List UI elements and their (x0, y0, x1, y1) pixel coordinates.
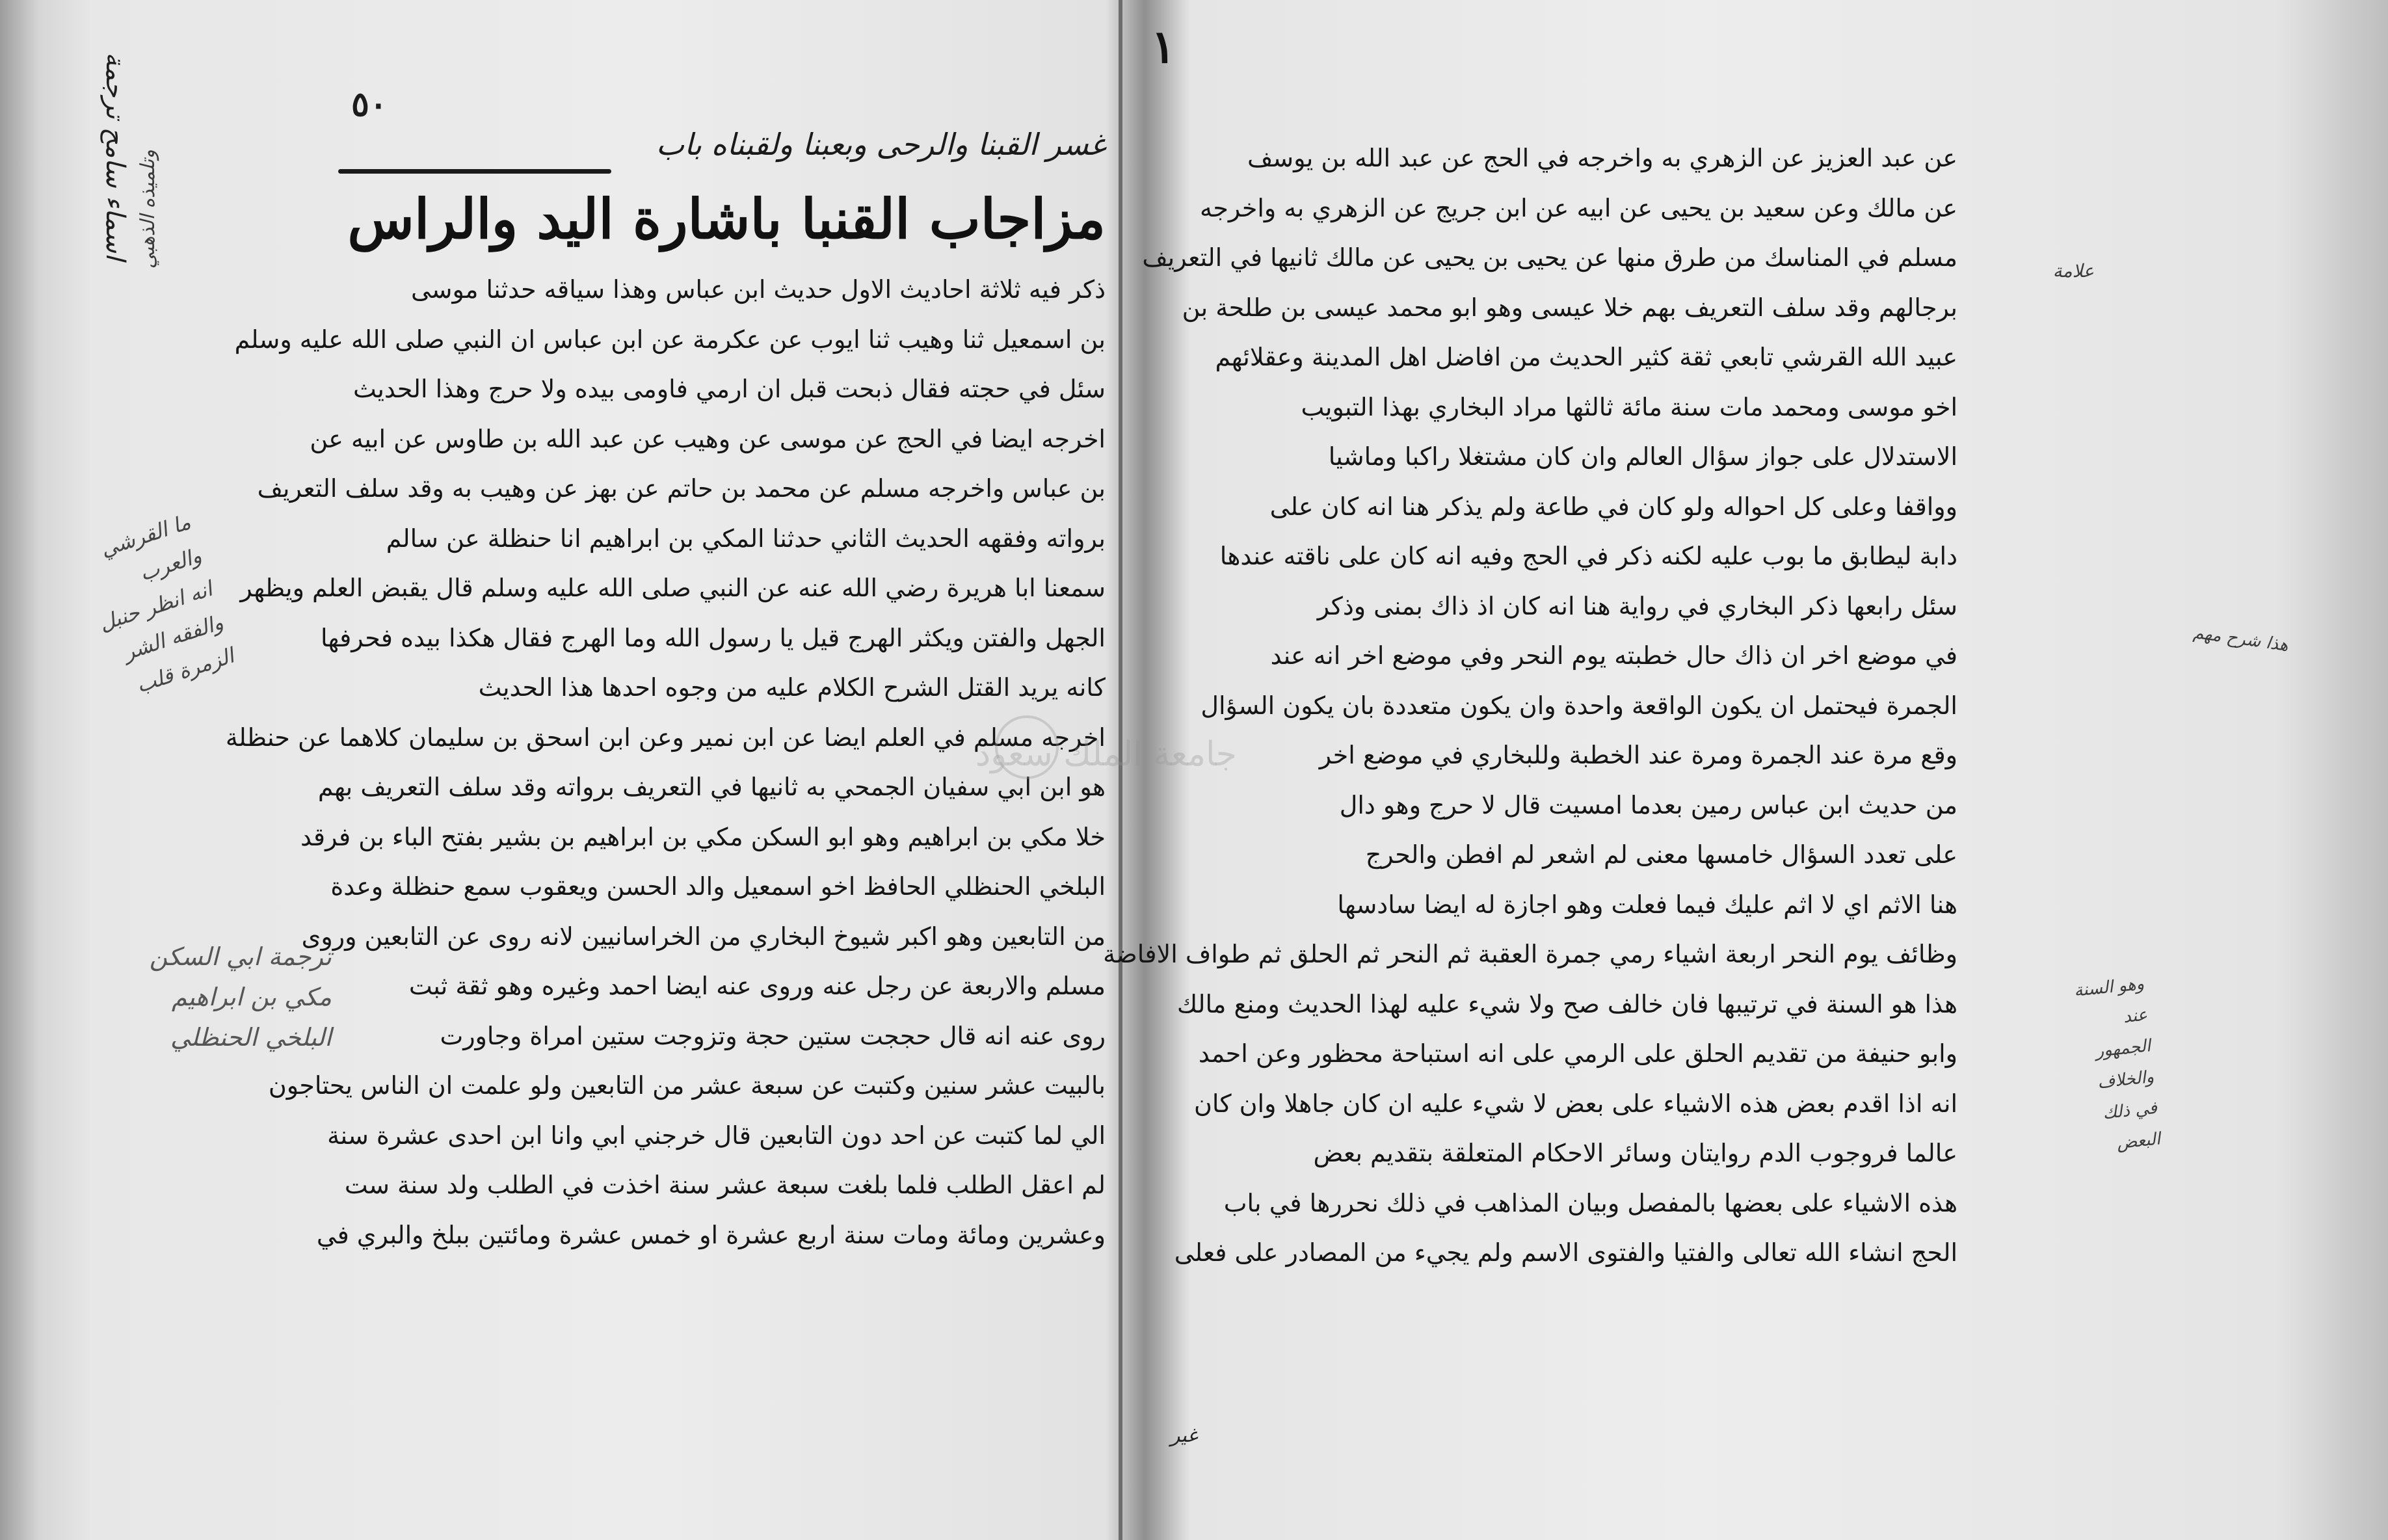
margin-note-top-left: اسماء سامح ترجمة (100, 52, 130, 260)
text-line: برجالهم وقد سلف التعريف بهم خلا عيسى وهو ابو محمد عيسى بن طلحة بن (1182, 293, 1957, 322)
text-line: عالما فروجوب الدم روايتان وسائر الاحكام المتعلقة بتقديم بعض (1313, 1139, 1957, 1167)
text-line: وابو حنيفة من تقديم الحلق على الرمي على انه استباحة محظور وعن احمد (1198, 1039, 1957, 1068)
margin-note-side-a: وتلميذه الذهبي (137, 150, 159, 269)
text-line: بالبيت عشر سنين وكتبت عن سبعة عشر من التابعين ولو علمت ان الناس يحتاجون (268, 1071, 1106, 1100)
text-line: اخو موسى ومحمد مات سنة مائة ثالثها مراد البخاري بهذا التبويب (1301, 392, 1957, 421)
folio-number: ٥٠ (351, 85, 388, 124)
text-line: بن اسمعيل ثنا وهيب ثنا ايوب عن عكرمة عن ابن عباس ان النبي صلى الله عليه وسلم (234, 325, 1106, 354)
spine-mark: ١ (1151, 20, 1176, 73)
heading-rule (338, 169, 611, 174)
text-line: اخرجه مسلم في العلم ايضا عن ابن نمير وعن ابن اسحق بن سليمان كلاهما عن حنظلة (225, 723, 1106, 752)
text-line: اخرجه ايضا في الحج عن موسى عن وهيب عن عبد الله بن طاوس عن ابيه عن (310, 424, 1106, 453)
text-line: من حديث ابن عباس رمين بعدما امسيت قال لا حرج وهو دال (1339, 790, 1957, 819)
text-line: بن عباس واخرجه مسلم عن محمد بن حاتم عن بهز عن وهيب به وقد سلف التعريف (257, 474, 1106, 503)
margin-note-right-a: علامة (2052, 260, 2094, 282)
text-line: مسلم في المناسك من طرق منها عن يحيى بن يحيى عن مالك ثانيها في التعريف (1142, 243, 1957, 272)
margin-note-side-b: ما القرشي والعرب انه انظر حنبل والفقه الشر الزمرة قلب (96, 509, 237, 698)
text-line: وعشرين ومائة ومات سنة اربع عشرة او خمس عشرة ومائتين ببلخ والبري في (316, 1220, 1106, 1249)
text-line: البلخي الحنظلي الحافظ اخو اسمعيل والد الحسن ويعقوب سمع حنظلة وعدة (330, 872, 1106, 901)
text-line: من التابعين وهو اكبر شيوخ البخاري من الخراسانيين لانه روى عن التابعين وروى (301, 922, 1106, 951)
text-line: برواته وفقهه الحديث الثاني حدثنا المكي بن ابراهيم انا حنظلة عن سالم (386, 524, 1106, 553)
text-line: كانه يريد القتل الشرح الكلام عليه من وجوه احدها هذا الحديث (478, 673, 1106, 702)
text-line: مسلم والاربعة عن رجل عنه وروى عنه ايضا احمد وغيره وهو ثقة ثبت (408, 972, 1106, 1000)
text-line: عبيد الله القرشي تابعي ثقة كثير الحديث من افاضل اهل المدينة وعقلائهم (1215, 343, 1957, 371)
text-line: دابة ليطابق ما بوب عليه لكنه ذكر في الحج وفيه انه كان على ناقته عندها (1219, 542, 1957, 570)
text-line: لم اعقل الطلب فلما بلغت سبعة عشر سنة اخذت في الطلب ولد سنة ست (344, 1171, 1106, 1199)
text-line: الاستدلال على جواز سؤال العالم وان كان مشتغلا راكبا وماشيا (1328, 442, 1957, 471)
margin-note-side-c: ترجمة ابي السكن مكي بن ابراهيم البلخي الحنظلي (149, 942, 332, 1052)
text-line: خلا مكي بن ابراهيم وهو ابو السكن مكي بن ابراهيم بن بشير بفتح الباء بن فرقد (300, 822, 1106, 851)
text-line: سئل رابعها ذكر البخاري في رواية هنا انه كان اذ ذاك بمنى وذكر (1317, 591, 1957, 620)
text-line: هنا الاثم اي لا اثم عليك فيما فعلت وهو اجازة له ايضا سادسها (1337, 890, 1957, 919)
text-line: روى عنه انه قال حججت ستين حجة وتزوجت ستين امراة وجاورت (440, 1021, 1106, 1050)
library-watermark: جامعة الملك سعود (975, 735, 1237, 774)
text-line: هذا هو السنة في ترتيبها فان خالف صح ولا شيء عليه لهذا الحديث ومنع مالك (1176, 989, 1957, 1018)
text-line: سمعنا ابا هريرة رضي الله عنه عن النبي صلى الله عليه وسلم قال يقبض العلم ويظهر (240, 574, 1106, 602)
margin-note-right-b: هذا شرح مهم (2192, 622, 2290, 656)
text-line: الجهل والفتن ويكثر الهرج قيل يا رسول الله وما الهرج فقال هكذا بيده فحرفها (320, 623, 1106, 652)
text-line: سئل في حجته فقال ذبحت قبل ان ارمي فاومى بيده ولا حرج وهذا الحديث (353, 375, 1106, 403)
text-line: هذه الاشياء على بعضها بالمفصل وبيان المذاهب في ذلك نحررها في باب (1223, 1188, 1957, 1217)
chapter-title: مزاجاب القنبا باشارة اليد والراس (347, 187, 1106, 251)
text-line: وواقفا وعلى كل احواله ولو كان في طاعة ولم يذكر هنا انه كان على (1269, 492, 1957, 521)
text-line: في موضع اخر ان ذاك حال خطبته يوم النحر وفي موضع اخر انه عند (1270, 641, 1957, 670)
text-line: هو ابن ابي سفيان الجمحي به ثانيها في التعريف برواته وقد سلف التعريف بهم (317, 773, 1106, 801)
text-line: وقع مرة عند الجمرة ومرة عند الخطبة وللبخاري في موضع اخر (1319, 741, 1957, 769)
text-line: الحج انشاء الله تعالى والفتيا والفتوى الاسم ولم يجيء من المصادر على فعلى (1174, 1238, 1957, 1267)
text-line: على تعدد السؤال خامسها معنى لم اشعر لم افطن والحرج (1365, 840, 1957, 869)
margin-note-right-c: وهو السنة عند الجمهور والخلاف في ذلك البعض (2073, 974, 2162, 1154)
text-line: ذكر فيه ثلاثة احاديث الاول حديث ابن عباس وهذا سياقه حدثنا موسى (410, 275, 1106, 304)
text-line: الجمرة فيحتمل ان يكون الواقعة واحدة وان يكون متعددة بان يكون السؤال (1201, 691, 1957, 720)
text-line: وظائف يوم النحر اربعة اشياء رمي جمرة العقبة ثم النحر ثم الحلق ثم طواف الافاضة (1103, 940, 1957, 968)
chapter-heading: غسر القبنا والرحى وبعبنا ولقبناه باب (656, 127, 1106, 162)
text-line: انه اذا اقدم بعض هذه الاشياء على بعض لا شيء عليه ان كان جاهلا وان كان (1193, 1089, 1957, 1118)
catchword: غير (1171, 1424, 1198, 1447)
text-line: الي لما كتبت عن احد دون التابعين قال خرجني ابي وانا ابن احدى عشرة سنة (327, 1121, 1106, 1150)
text-line: عن مالك وعن سعيد بن يحيى عن ابيه عن ابن جريج عن الزهري به واخرجه (1200, 193, 1957, 222)
text-line: عن عبد العزيز عن الزهري به واخرجه في الحج عن عبد الله بن يوسف (1247, 144, 1957, 172)
